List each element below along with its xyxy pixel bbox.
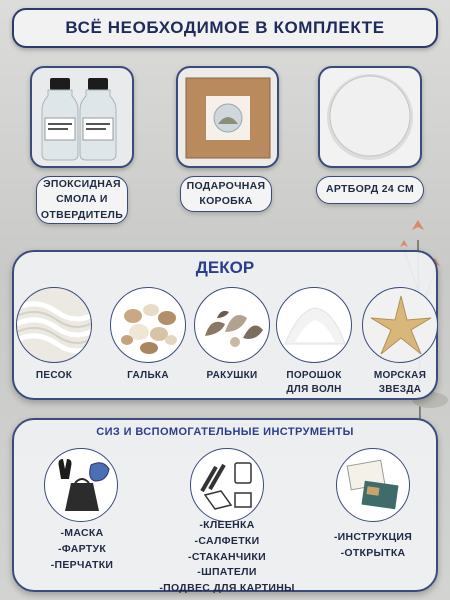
artboard-label <box>316 176 424 204</box>
decor-label-line: ПОРОШОК <box>286 370 342 381</box>
decor-label-line: ДЛЯ ВОЛН <box>286 384 342 395</box>
consumables-item: -СТАКАНЧИКИ <box>188 550 266 563</box>
decor-label-line: ПЕСОК <box>35 370 73 381</box>
gift-box-label-line: КОРОБКА <box>199 195 253 207</box>
resin-bottles-icon <box>32 68 132 166</box>
page-title-text: ВСЁ НЕОБХОДИМОЕ В КОМПЛЕКТЕ <box>65 18 385 37</box>
page-title <box>12 8 438 48</box>
resin-bottles-photo <box>30 66 134 168</box>
sand-photo <box>16 287 92 363</box>
ppe-photo <box>44 448 118 522</box>
artboard-photo <box>318 66 422 168</box>
shells-photo <box>194 287 270 363</box>
resin-label-line: СМОЛА И <box>56 193 108 206</box>
docs-item: -ИНСТРУКЦИЯ <box>333 531 413 543</box>
decor-label-line: РАКУШКИ <box>206 370 258 381</box>
consumables-item: -КЛЕЕНКА <box>199 519 255 531</box>
resin-label-line: ОТВЕРДИТЕЛЬ <box>40 208 124 221</box>
artboard-icon <box>320 68 420 166</box>
docs-item: -ОТКРЫТКА <box>340 546 406 559</box>
consumables-list <box>157 518 297 597</box>
gift-box-icon <box>178 68 277 166</box>
decor-label-line: ГАЛЬКА <box>127 370 169 381</box>
gift-box-label <box>180 176 272 212</box>
decor-label-sand <box>16 369 92 383</box>
decor-label-starfish <box>362 369 438 397</box>
pebbles-photo <box>110 287 186 363</box>
tools-panel <box>12 418 438 592</box>
consumables-item: -САЛФЕТКИ <box>194 534 260 547</box>
decor-label-powder <box>276 369 352 397</box>
consumables-photo <box>190 448 264 522</box>
ppe-item: -ПЕРЧАТКИ <box>50 558 114 571</box>
instructions-icon <box>337 449 410 522</box>
starfish-icon <box>363 288 438 363</box>
tools-title: СИЗ И ВСПОМОГАТЕЛЬНЫЕ ИНСТРУМЕНТЫ <box>96 426 354 438</box>
ppe-icon <box>45 449 118 522</box>
resin-label <box>36 176 128 224</box>
consumables-item: -ШПАТЕЛИ <box>197 566 257 579</box>
ppe-item: -МАСКА <box>60 527 104 539</box>
gift-box-label-line: ПОДАРОЧНАЯ <box>186 179 266 192</box>
consumables-icon <box>191 449 264 522</box>
shells-icon <box>195 288 270 363</box>
gift-box-photo <box>176 66 279 168</box>
decor-label-line: ЗВЕЗДА <box>378 384 422 395</box>
instructions-photo <box>336 448 410 522</box>
consumables-item: -ПОДВЕС ДЛЯ КАРТИНЫ <box>159 582 295 594</box>
decor-title: ДЕКОР <box>195 258 255 277</box>
ppe-item: -ФАРТУК <box>57 542 107 555</box>
decor-label-pebbles <box>110 369 186 383</box>
decor-label-shells <box>194 369 270 383</box>
resin-label-line: ЭПОКСИДНАЯ <box>43 178 121 191</box>
artboard-label-text: АРТБОРД 24 СМ <box>325 183 414 196</box>
docs-list <box>316 530 430 562</box>
wave-powder-photo <box>276 287 352 363</box>
decor-panel <box>12 250 438 400</box>
pebbles-icon <box>111 288 186 363</box>
sand-icon <box>17 288 92 363</box>
decor-label-line: МОРСКАЯ <box>373 370 427 381</box>
powder-icon <box>277 288 352 363</box>
starfish-photo <box>362 287 438 363</box>
ppe-list <box>30 526 134 573</box>
